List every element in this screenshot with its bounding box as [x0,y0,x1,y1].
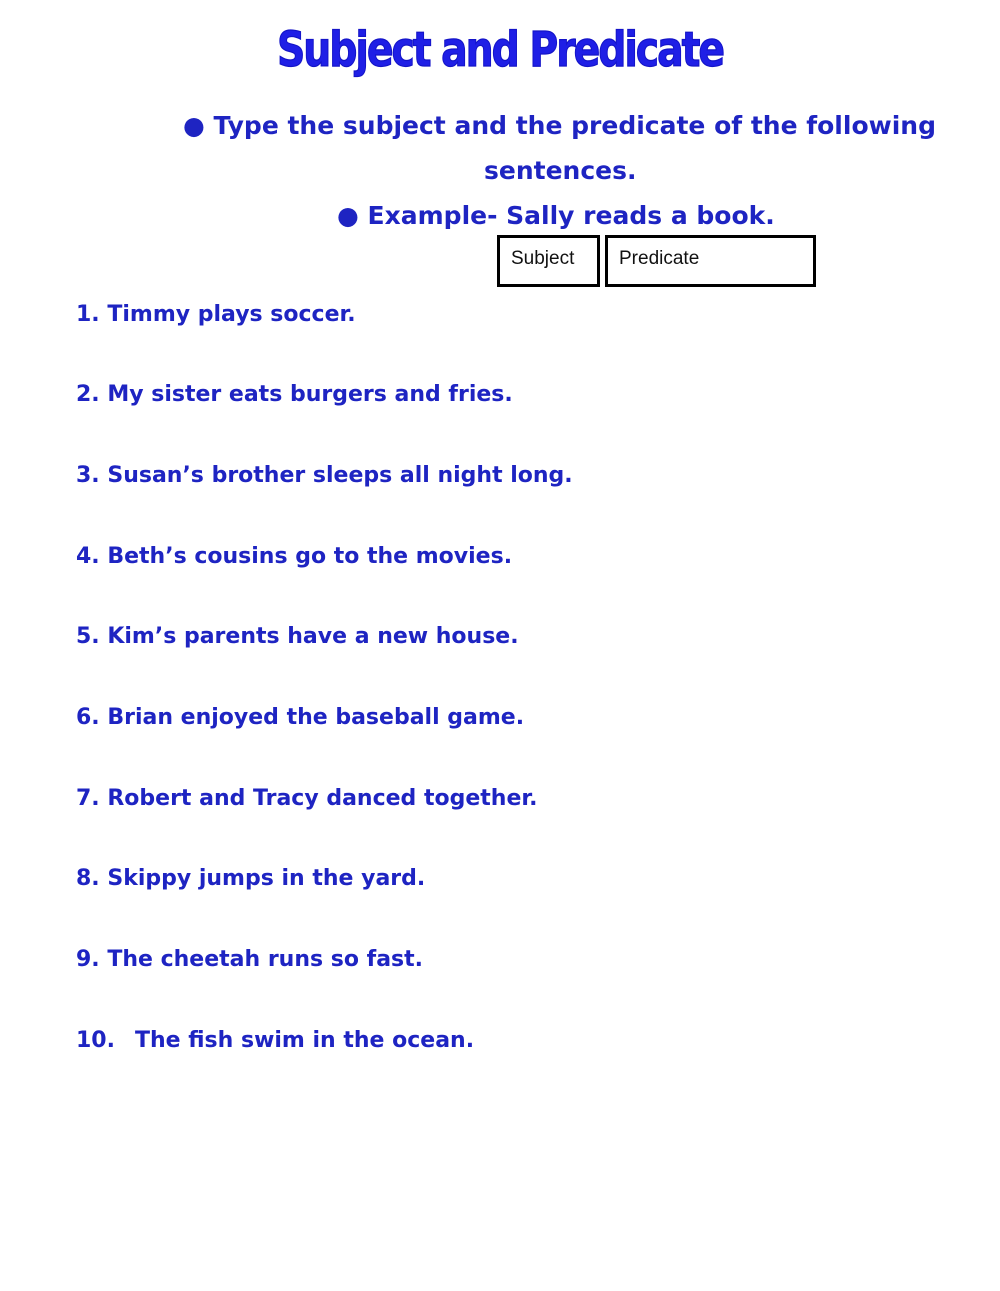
question-9 [76,949,423,971]
question-text: Susan’s brother sleeps all night long. [107,463,573,488]
question-number: 9. [76,947,100,972]
question-text: Kim’s parents have a new house. [107,624,519,649]
question-2 [76,384,513,406]
question-number: 6. [76,705,100,730]
question-text: The fish swim in the ocean. [135,1028,475,1053]
question-5 [76,626,519,648]
question-text: My sister eats burgers and fries. [107,382,513,407]
bullet-icon: ● [183,111,205,140]
question-text: Brian enjoyed the baseball game. [107,705,525,730]
instruction-line-1 [183,113,936,138]
question-number: 8. [76,866,100,891]
question-7 [76,788,537,810]
example-text: Example- Sally reads a book. [367,201,775,230]
question-3 [76,465,573,487]
question-number: 2. [76,382,100,407]
question-10 [76,1030,474,1052]
subject-box: Subject [497,235,600,287]
predicate-box: Predicate [605,235,816,287]
question-number: 5. [76,624,100,649]
question-number: 1. [76,302,100,327]
question-number: 10. [76,1028,115,1053]
example-line [337,203,775,228]
question-number: 7. [76,786,100,811]
question-8 [76,868,425,890]
instruction-text-1: Type the subject and the predicate of the following [213,111,936,140]
bullet-icon: ● [337,201,359,230]
instruction-line-2: sentences. [484,156,637,185]
question-text: Skippy jumps in the yard. [107,866,426,891]
question-text: Beth’s cousins go to the movies. [107,544,513,569]
question-4 [76,546,512,568]
page-title: Subject and Predicate [276,22,724,78]
question-text: Timmy plays soccer. [107,302,356,327]
question-6 [76,707,524,729]
question-1 [76,304,356,326]
question-number: 3. [76,463,100,488]
question-text: Robert and Tracy danced together. [107,786,538,811]
question-number: 4. [76,544,100,569]
question-text: The cheetah runs so fast. [107,947,424,972]
